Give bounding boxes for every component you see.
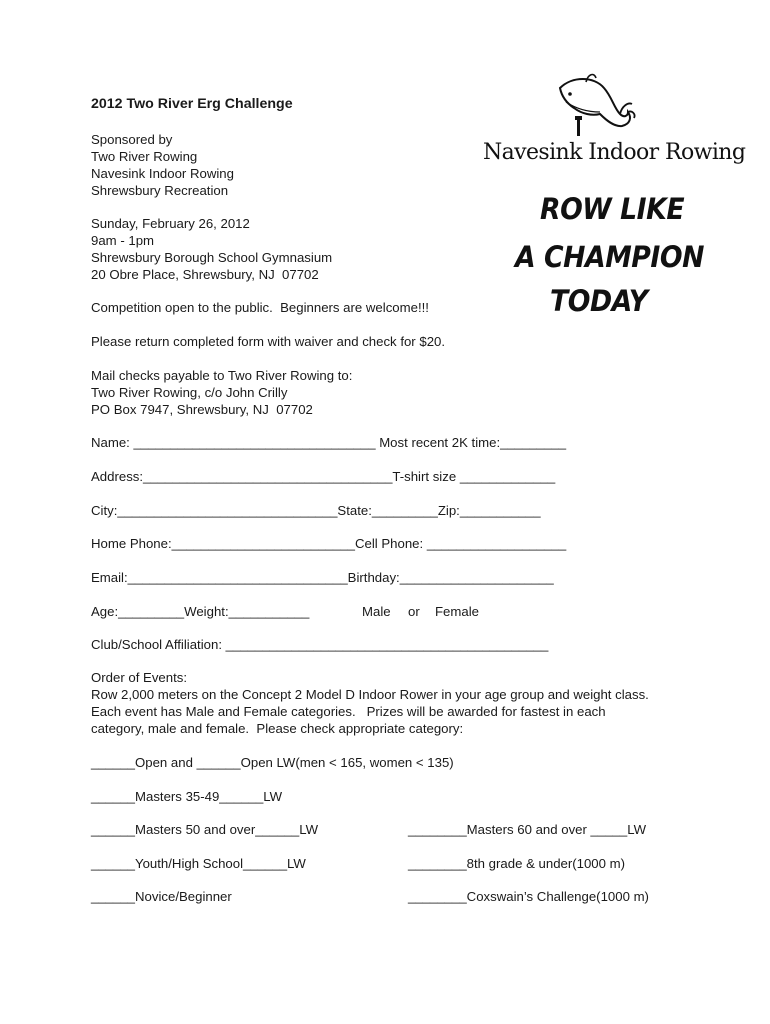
mail-intro: Mail checks payable to Two River Rowing to: <box>91 368 353 383</box>
events-description: Each event has Male and Female categories. Prizes will be awarded for fastest in each <box>91 704 606 719</box>
org-name-logo: Navesink Indoor Rowing <box>483 140 746 165</box>
category-masters-60[interactable]: ________Masters 60 and over _____LW <box>408 822 647 837</box>
events-heading: Order of Events: <box>91 670 188 685</box>
sponsored-by-label: Sponsored by <box>91 132 173 147</box>
age-weight-field[interactable]: Age:_________Weight:___________ <box>91 604 310 619</box>
category-novice[interactable]: ______Novice/Beginner <box>91 889 232 904</box>
event-venue: Shrewsbury Borough School Gymnasium <box>91 250 333 265</box>
male-option[interactable]: Male <box>362 604 391 619</box>
mail-line: PO Box 7947, Shrewsbury, NJ 07702 <box>91 402 313 417</box>
category-masters-35-49[interactable]: ______Masters 35-49______LW <box>91 789 283 804</box>
event-date: Sunday, February 26, 2012 <box>91 216 250 231</box>
events-description: category, male and female. Please check appropriate category: <box>91 721 464 736</box>
city-state-zip-field[interactable]: City:______________________________State:_________Zip:___________ <box>91 503 541 518</box>
slogan-line: ROW LIKE <box>540 192 685 226</box>
sponsor-item: Navesink Indoor Rowing <box>91 166 234 181</box>
document-title: 2012 Two River Erg Challenge <box>91 96 293 112</box>
name-field[interactable]: Name: _________________________________ Most recent 2K time:_________ <box>91 435 567 450</box>
events-description: Row 2,000 meters on the Concept 2 Model D Indoor Rower in your age group and weight class. <box>91 687 649 702</box>
sponsor-item: Shrewsbury Recreation <box>91 183 229 198</box>
return-note: Please return completed form with waiver and check for $20. <box>91 334 446 349</box>
category-youth[interactable]: ______Youth/High School______LW <box>91 856 306 871</box>
category-open[interactable]: ______Open and ______Open LW(men < 165, women < 135) <box>91 755 454 770</box>
female-option[interactable]: Female <box>435 604 479 619</box>
slogan-line: TODAY <box>550 284 648 318</box>
phone-field[interactable]: Home Phone:_________________________Cell Phone: ___________________ <box>91 536 567 551</box>
mail-line: Two River Rowing, c/o John Crilly <box>91 385 288 400</box>
sponsor-item: Two River Rowing <box>91 149 198 164</box>
event-time: 9am - 1pm <box>91 233 155 248</box>
address-field[interactable]: Address:__________________________________T-shirt size _____________ <box>91 469 556 484</box>
email-birthday-field[interactable]: Email:______________________________Birthday:_____________________ <box>91 570 554 585</box>
slogan-line: A CHAMPION <box>515 240 704 274</box>
open-note: Competition open to the public. Beginners are welcome!!! <box>91 300 429 315</box>
club-affiliation-field[interactable]: Club/School Affiliation: ____________________________________________ <box>91 637 549 652</box>
category-masters-50[interactable]: ______Masters 50 and over______LW <box>91 822 319 837</box>
event-address: 20 Obre Place, Shrewsbury, NJ 07702 <box>91 267 319 282</box>
category-8th-grade[interactable]: ________8th grade & under(1000 m) <box>408 856 626 871</box>
category-coxswain[interactable]: ________Coxswain’s Challenge(1000 m) <box>408 889 649 904</box>
or-label: or <box>408 604 420 619</box>
